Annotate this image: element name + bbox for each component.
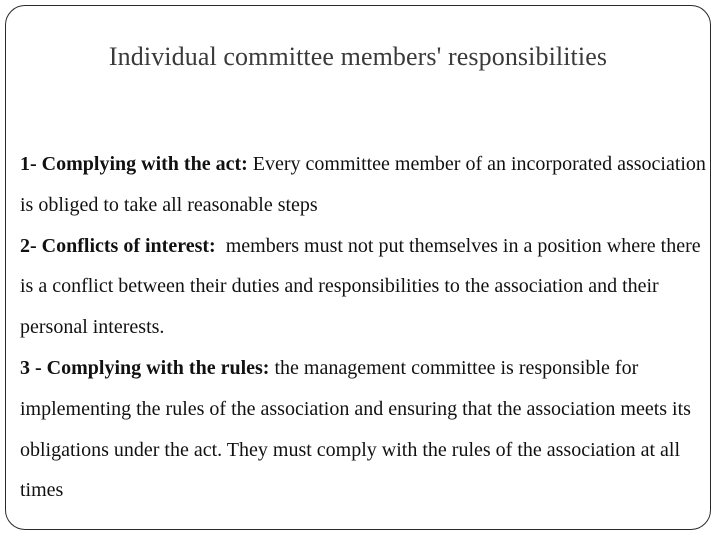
item-heading: 1- Complying with the act: [20, 153, 248, 175]
responsibility-item-1 [20, 144, 710, 226]
item-text: the management committee is responsible for implementing the rules of the association and ensuring that the association meets its obligations under the act. They must comply with the rules of the association at all times [20, 356, 691, 502]
item-text: Every committee member of an incorporated association is obliged to take all reasonable steps [20, 153, 706, 216]
slide-title: Individual committee members' responsibilities [108, 42, 608, 71]
responsibility-item-3 [20, 348, 710, 511]
item-heading: 2- Conflicts of interest: [20, 234, 216, 257]
item-heading: 3 - Complying with the rules: [20, 356, 270, 379]
slide-frame [5, 5, 711, 530]
slide-body [20, 144, 710, 511]
responsibility-item-2 [20, 226, 710, 348]
item-text: members must not put themselves in a position where there is a conflict between their duties and responsibilities to the association and their personal interests. [20, 234, 706, 339]
